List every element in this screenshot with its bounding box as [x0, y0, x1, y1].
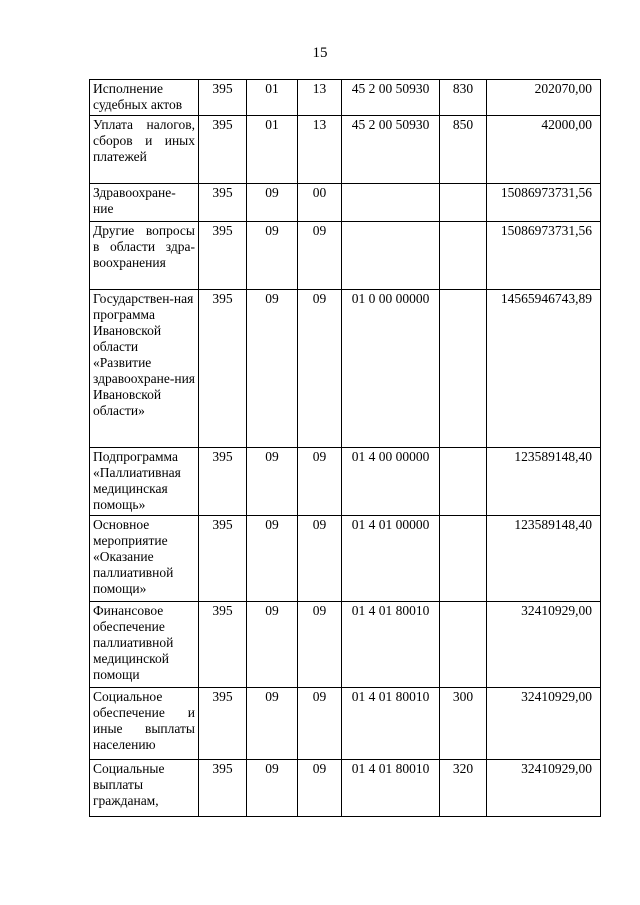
section-code-cell: 09 — [247, 516, 298, 602]
subsection-code-cell: 09 — [298, 448, 342, 516]
expense-type-cell — [440, 516, 487, 602]
target-article-cell: 01 4 00 00000 — [342, 448, 440, 516]
row-name-cell: Финансовое обеспечение паллиативной медицинской помощи — [90, 602, 199, 688]
amount-cell: 15086973731,56 — [487, 184, 601, 222]
table-row — [90, 222, 601, 290]
subsection-code-cell: 13 — [298, 80, 342, 116]
row-name-cell: Другие вопросы в области здра-воохранения — [90, 222, 199, 290]
table-row — [90, 760, 601, 817]
ministry-code-cell: 395 — [199, 184, 247, 222]
expense-type-cell: 830 — [440, 80, 487, 116]
amount-cell: 123589148,40 — [487, 516, 601, 602]
row-name-cell: Основное мероприятие «Оказание паллиативной помощи» — [90, 516, 199, 602]
subsection-code-cell: 09 — [298, 290, 342, 448]
subsection-code-cell: 09 — [298, 688, 342, 760]
ministry-code-cell: 395 — [199, 602, 247, 688]
target-article-cell — [342, 222, 440, 290]
ministry-code-cell: 395 — [199, 80, 247, 116]
table-row — [90, 448, 601, 516]
ministry-code-cell: 395 — [199, 448, 247, 516]
subsection-code-cell: 09 — [298, 516, 342, 602]
row-name-cell: Подпрограмма «Паллиативная медицинская помощь» — [90, 448, 199, 516]
row-name-cell: Государствен-ная программа Ивановской области «Развитие здравоохране-ния Ивановской области» — [90, 290, 199, 448]
expense-type-cell — [440, 448, 487, 516]
amount-cell: 14565946743,89 — [487, 290, 601, 448]
expense-type-cell — [440, 184, 487, 222]
amount-cell: 123589148,40 — [487, 448, 601, 516]
target-article-cell: 01 0 00 00000 — [342, 290, 440, 448]
table-row — [90, 602, 601, 688]
expense-type-cell — [440, 602, 487, 688]
amount-cell: 32410929,00 — [487, 602, 601, 688]
expense-type-cell: 850 — [440, 116, 487, 184]
section-code-cell: 09 — [247, 290, 298, 448]
subsection-code-cell: 00 — [298, 184, 342, 222]
row-name-cell: Социальное обеспечение и иные выплаты населению — [90, 688, 199, 760]
amount-cell: 42000,00 — [487, 116, 601, 184]
ministry-code-cell: 395 — [199, 688, 247, 760]
ministry-code-cell: 395 — [199, 290, 247, 448]
expense-type-cell — [440, 290, 487, 448]
target-article-cell: 01 4 01 80010 — [342, 688, 440, 760]
section-code-cell: 09 — [247, 222, 298, 290]
subsection-code-cell: 13 — [298, 116, 342, 184]
section-code-cell: 09 — [247, 184, 298, 222]
table-row — [90, 80, 601, 116]
section-code-cell: 01 — [247, 80, 298, 116]
target-article-cell: 45 2 00 50930 — [342, 116, 440, 184]
section-code-cell: 01 — [247, 116, 298, 184]
section-code-cell: 09 — [247, 448, 298, 516]
amount-cell: 15086973731,56 — [487, 222, 601, 290]
row-name-cell: Уплата налогов, сборов и иных платежей — [90, 116, 199, 184]
row-name-cell: Исполнение судебных актов — [90, 80, 199, 116]
ministry-code-cell: 395 — [199, 760, 247, 817]
table-row — [90, 516, 601, 602]
ministry-code-cell: 395 — [199, 116, 247, 184]
target-article-cell — [342, 184, 440, 222]
section-code-cell: 09 — [247, 602, 298, 688]
section-code-cell: 09 — [247, 688, 298, 760]
table-row — [90, 116, 601, 184]
ministry-code-cell: 395 — [199, 516, 247, 602]
expense-type-cell: 300 — [440, 688, 487, 760]
table-row — [90, 688, 601, 760]
target-article-cell: 01 4 01 00000 — [342, 516, 440, 602]
subsection-code-cell: 09 — [298, 760, 342, 817]
amount-cell: 32410929,00 — [487, 760, 601, 817]
table-row — [90, 290, 601, 448]
subsection-code-cell: 09 — [298, 222, 342, 290]
target-article-cell: 01 4 01 80010 — [342, 760, 440, 817]
target-article-cell: 45 2 00 50930 — [342, 80, 440, 116]
expense-type-cell: 320 — [440, 760, 487, 817]
subsection-code-cell: 09 — [298, 602, 342, 688]
expense-type-cell — [440, 222, 487, 290]
row-name-cell: Здравоохране-ние — [90, 184, 199, 222]
row-name-cell: Социальные выплаты гражданам, — [90, 760, 199, 817]
budget-table — [89, 79, 601, 817]
page-number: 15 — [312, 45, 328, 61]
amount-cell: 32410929,00 — [487, 688, 601, 760]
section-code-cell: 09 — [247, 760, 298, 817]
ministry-code-cell: 395 — [199, 222, 247, 290]
target-article-cell: 01 4 01 80010 — [342, 602, 440, 688]
table-row — [90, 184, 601, 222]
amount-cell: 202070,00 — [487, 80, 601, 116]
